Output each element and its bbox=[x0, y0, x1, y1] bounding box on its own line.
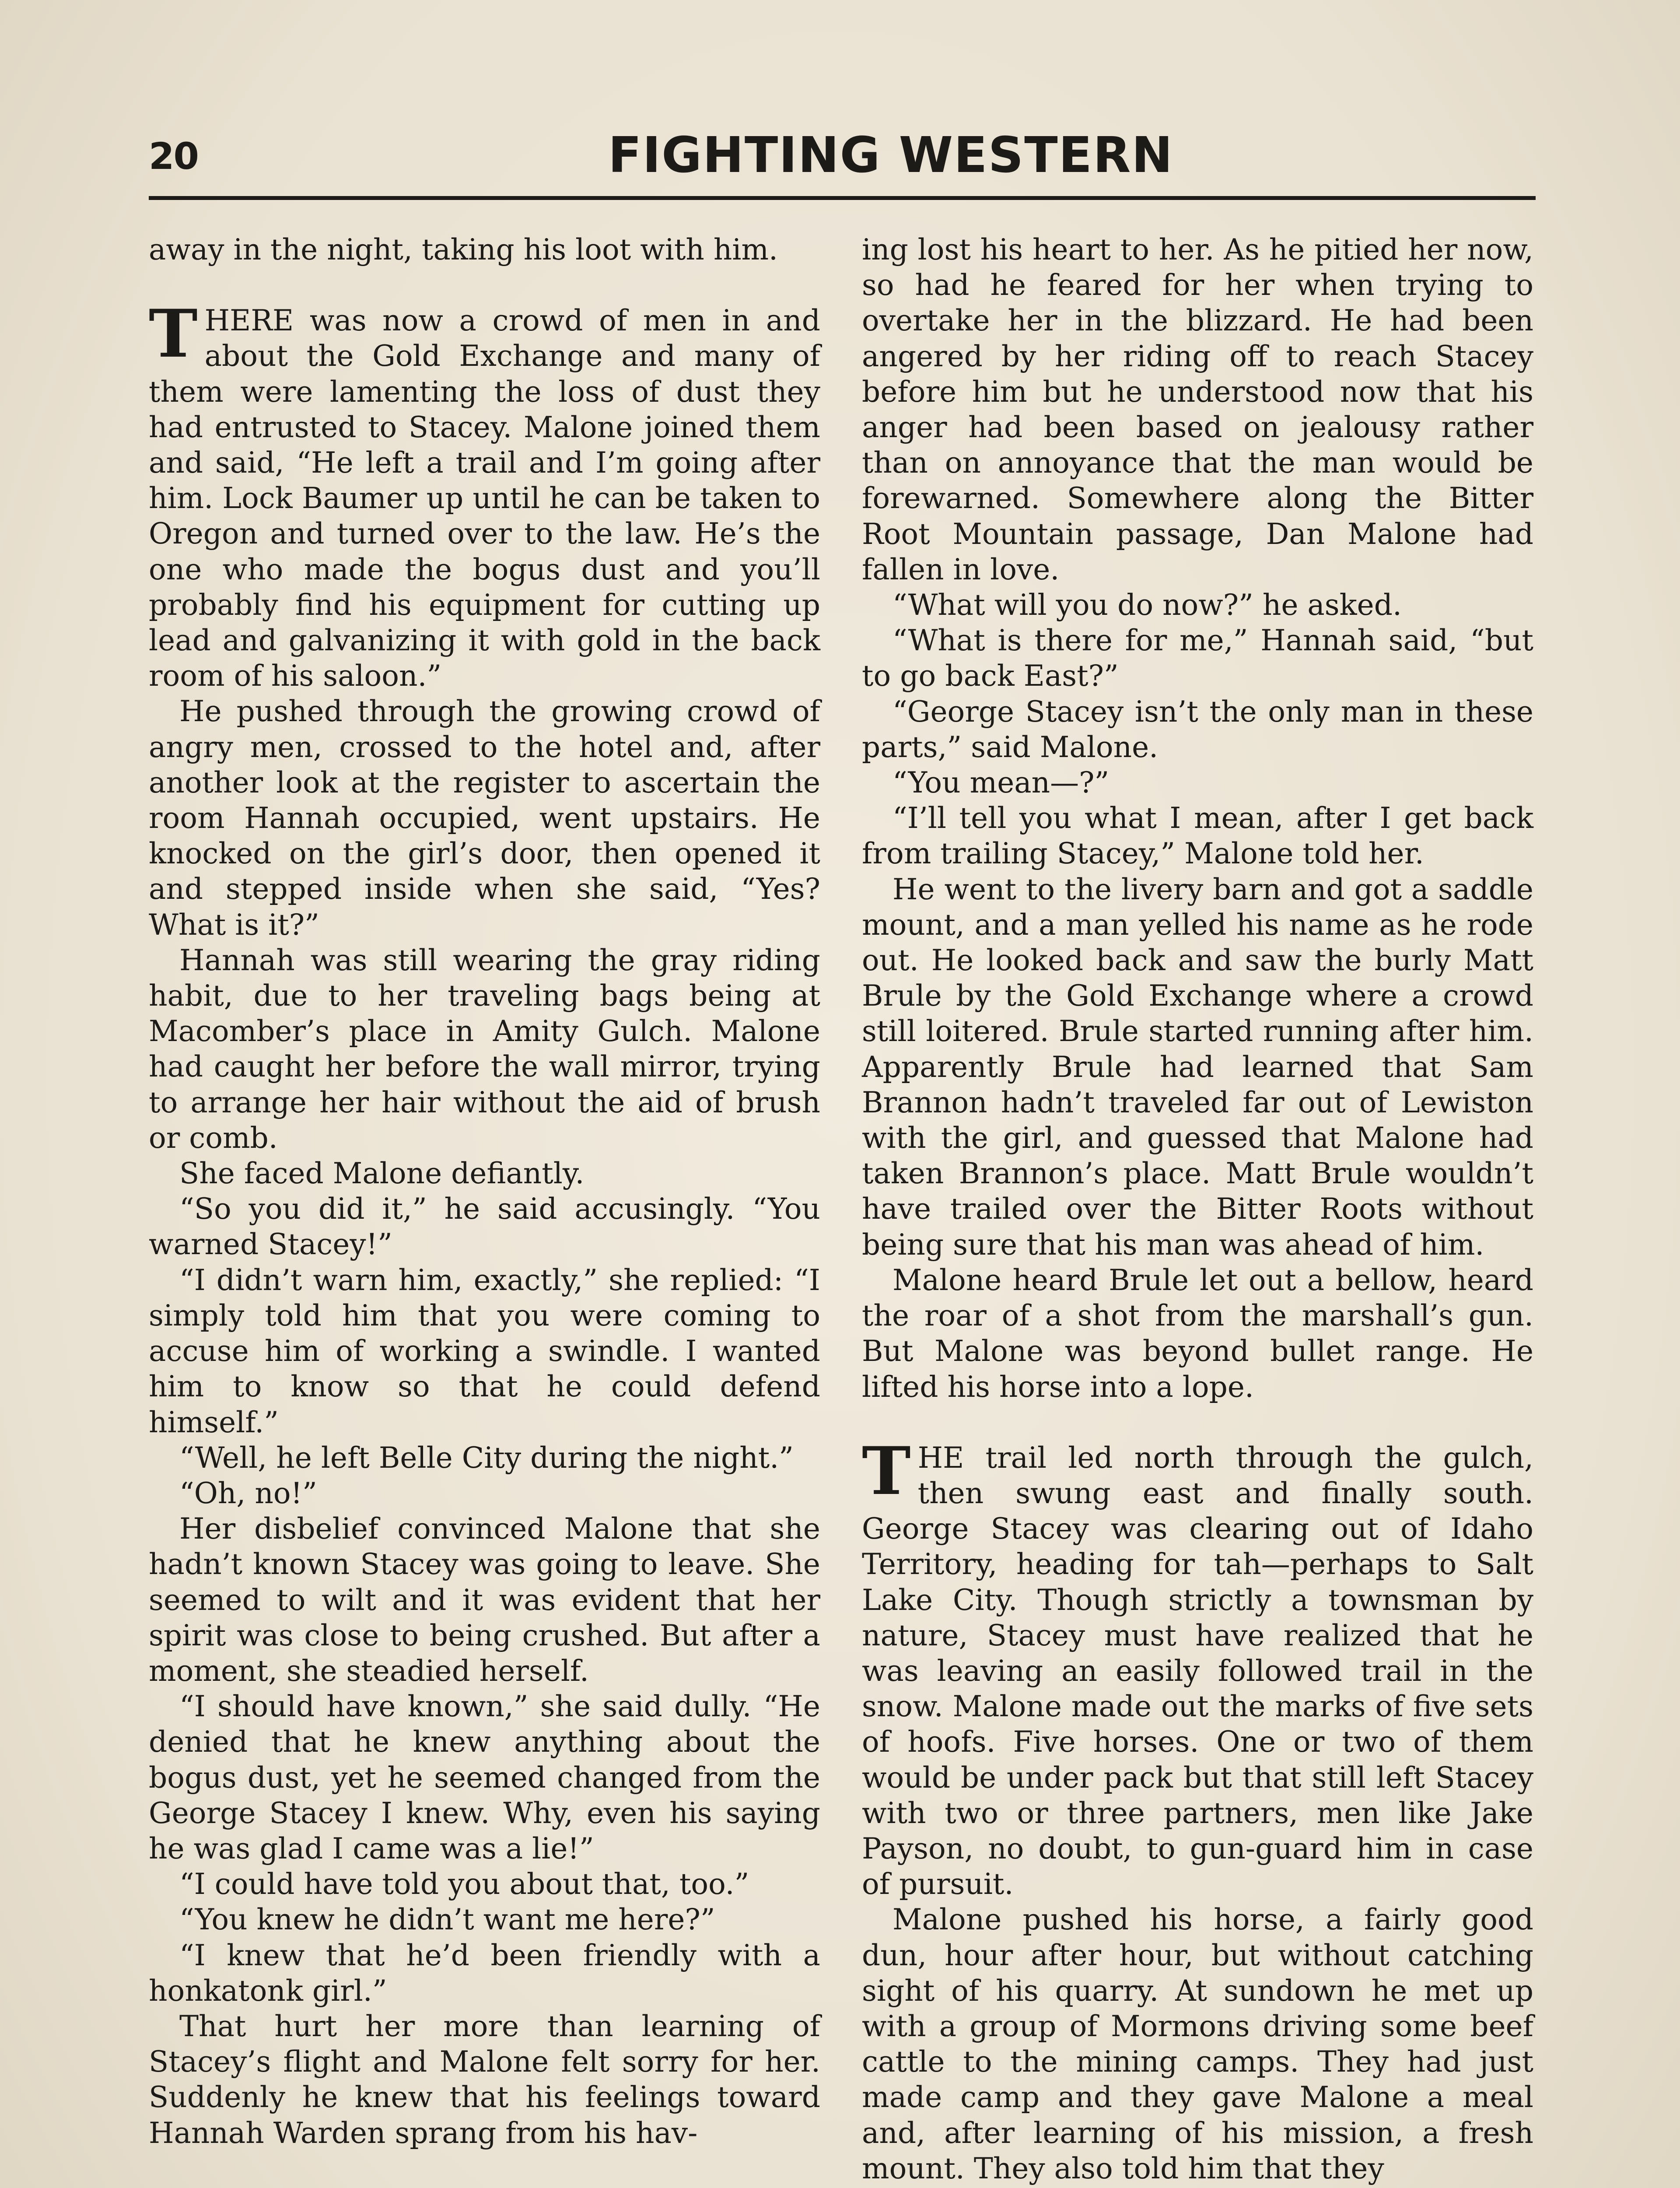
paragraph: He pushed through the growing crowd of angry men, crossed to the hotel and, after another look at the register to ascertain the room Hannah occupied, went upstairs. He knocked on the girl’s door, then opened it and stepped inside when she said, “Yes? What is it?” bbox=[149, 694, 820, 942]
paragraph: “So you did it,” he said accusingly. “You warned Stacey!” bbox=[149, 1192, 820, 1262]
header-rule bbox=[149, 196, 1536, 200]
paragraph: Malone heard Brule let out a bellow, heard the roar of a shot from the marshall’s gun. But Malone was beyond bullet range. He lifted his horse into a lope. bbox=[862, 1263, 1533, 1404]
right-column bbox=[862, 232, 1533, 2186]
paragraph: “What is there for me,” Hannah said, “but to go back East?” bbox=[862, 624, 1533, 693]
paragraph: Malone pushed his horse, a fairly good dun, hour after hour, but without catching sight of his quarry. At sundown he met up with a group of Mormons driving some beef cattle to the mining camps. They had just made camp and they gave Malone a meal and, after learning of his mission, a fresh mount. They also told him that they bbox=[862, 1903, 1533, 2185]
magazine-title: FIGHTING WESTERN bbox=[608, 127, 1174, 184]
paragraph: She faced Malone defiantly. bbox=[179, 1157, 584, 1191]
paragraph: “I didn’t warn him, exactly,” she replied: “I simply told him that you were coming to accuse him of working a swindle. I wanted him to know so that he could defend himself.” bbox=[149, 1263, 820, 1439]
drop-cap: T bbox=[149, 295, 198, 373]
paragraph-text: HERE was now a crowd of men in and about the Gold Exchange and many of them were lamenting the loss of dust they had entrusted to Stacey. Malone joined them and said, “He left a trail and I’m going after him. Lock Baumer up until he can be taken to Oregon and turned over to the law. He’s the one who made the bogus dust and you’ll probably find his equipment for cutting up lead and galvanizing it with gold in the back room of his saloon.” bbox=[149, 304, 820, 693]
page-number: 20 bbox=[149, 135, 198, 178]
left-column bbox=[149, 232, 820, 2151]
paragraph: “I could have told you about that, too.” bbox=[179, 1867, 749, 1901]
paragraph: Her disbelief convinced Malone that she hadn’t known Stacey was going to leave. She seemed to wilt and it was evident that her spirit was close to being crushed. But after a moment, she steadied herself. bbox=[149, 1512, 820, 1688]
paragraph: “I’ll tell you what I mean, after I get back from trailing Stacey,” Malone told her. bbox=[862, 801, 1533, 871]
paragraph: ing lost his heart to her. As he pitied her now, so had he feared for her when trying to overtake her in the blizzard. He had been angered by her riding off to reach Stacey before him but he understood now that his anger had been based on jealousy rather than on annoyance that the man would be forewarned. Somewhere along the Bitter Root Mountain passage, Dan Malone had fallen in love. bbox=[862, 233, 1533, 586]
paragraph: “I knew that he’d been friendly with a honkatonk girl.” bbox=[149, 1938, 820, 2008]
drop-cap: T bbox=[862, 1432, 911, 1510]
paragraph-dropcap bbox=[862, 1432, 1533, 1902]
paragraph: “You knew he didn’t want me here?” bbox=[179, 1903, 715, 1937]
paragraph-dropcap bbox=[149, 295, 820, 694]
paragraph: “Oh, no!” bbox=[179, 1476, 317, 1510]
paragraph: “I should have known,” she said dully. “He denied that he knew anything about the bogus dust, yet he seemed changed from the George Stacey I knew. Why, even his saying he was glad I came was a lie!” bbox=[149, 1690, 820, 1865]
paragraph: He went to the livery barn and got a saddle mount, and a man yelled his name as he rode out. He looked back and saw the burly Matt Brule by the Gold Exchange where a crowd still loitered. Brule started running after him. Apparently Brule had learned that Sam Brannon hadn’t traveled far out of Lewiston with the girl, and guessed that Malone had taken Brannon’s place. Matt Brule wouldn’t have trailed over the Bitter Roots without being sure that his man was ahead of him. bbox=[862, 872, 1533, 1262]
paragraph: “Well, he left Belle City during the night.” bbox=[179, 1441, 794, 1475]
paragraph: “You mean—?” bbox=[892, 766, 1110, 800]
paragraph: “What will you do now?” he asked. bbox=[892, 588, 1402, 622]
paragraph: away in the night, taking his loot with him. bbox=[149, 233, 778, 266]
paragraph: “George Stacey isn’t the only man in these parts,” said Malone. bbox=[862, 694, 1533, 764]
paragraph-text: HE trail led north through the gulch, then swung east and finally south. George Stacey was clearing out of Idaho Territory, heading for tah—perhaps to Salt Lake City. Though strictly a townsman by nature, Stacey must have realized that he was leaving an easily followed trail in the snow. Malone made out the marks of five sets of hoofs. Five horses. One or two of them would be under pack but that still left Stacey with two or three partners, men like Jake Payson, no doubt, to gun-guard him in case of pursuit. bbox=[862, 1441, 1533, 1901]
paragraph: That hurt her more than learning of Stacey’s flight and Malone felt sorry for her. Suddenly he knew that his feelings toward Hannah Warden sprang from his hav- bbox=[149, 2009, 820, 2150]
paragraph: Hannah was still wearing the gray riding habit, due to her traveling bags being at Macomber’s place in Amity Gulch. Malone had caught her before the wall mirror, trying to arrange her hair without the aid of brush or comb. bbox=[149, 943, 820, 1155]
page-header bbox=[149, 127, 1536, 184]
